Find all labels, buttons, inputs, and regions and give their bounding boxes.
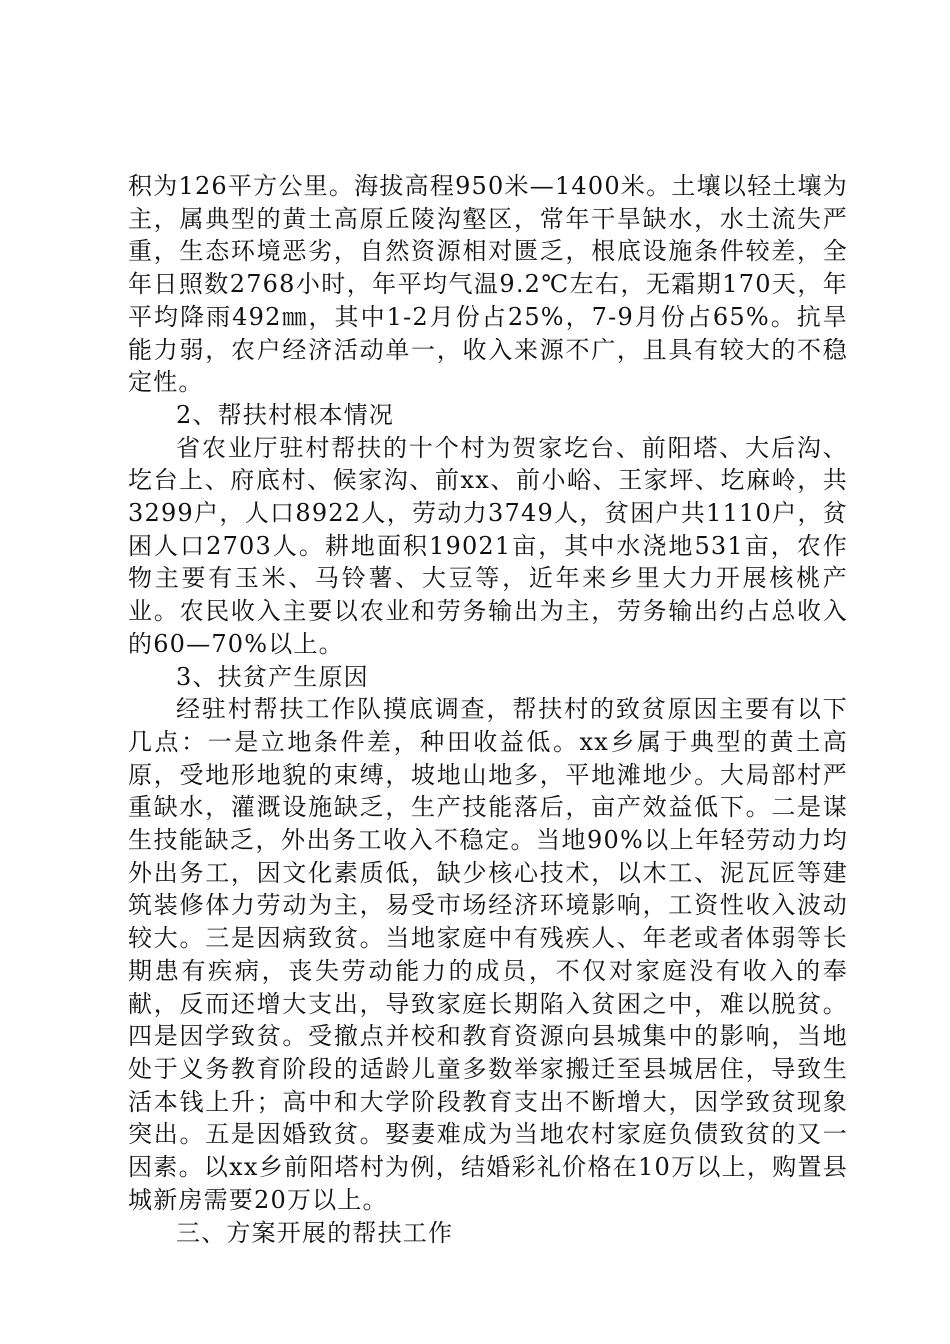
heading-village-basic-info: 2、帮扶村根本情况 [176,400,395,429]
heading-section-three: 三、方案开展的帮扶工作 [176,1218,454,1247]
paragraph-poverty-causes: 经驻村帮扶工作队摸底调查，帮扶村的致贫原因主要有以下几点：一是立地条件差，种田收益低。xx乡属于典型的黄土高原，受地形地貌的束缚，坡地山地多，平地滩地少。大局部村严重缺水，灌溉设施缺乏，生产技能落后，亩产效益低下。二是谋生技能缺乏，外出务工收入不稳定。当地90%以上年轻劳动力均外出务工，因文化素质低，缺少核心技术，以木工、泥瓦匠等建筑装修体力劳动为主，易受市场经济环境影响，工资性收入波动较大。三是因病致贫。当地家庭中有残疾人、年老或者体弱等长期患有疾病，丧失劳动能力的成员，不仅对家庭没有收入的奉献，反而还增大支出，导致家庭长期陷入贫困之中，难以脱贫。四是因学致贫。受撤点并校和教育资源向县城集中的影响，当地处于义务教育阶段的适龄儿童多数举家搬迁至县城居住，导致生活本钱上升；高中和大学阶段教育支出不断增大，因学致贫现象突出。五是因婚致贫。娶妻难成为当地农村家庭负债致贫的又一因素。以xx乡前阳塔村为例，结婚彩礼价格在10万以上，购置县城新房需要20万以上。 [128,695,848,1214]
paragraph-village-basic-info: 省农业厅驻村帮扶的十个村为贺家圪台、前阳塔、大后沟、圪台上、府底村、候家沟、前xx、前小峪、王家坪、圪麻岭，共3299户，人口8922人，劳动力3749人，贫困户共1110户，贫困人口2703人。耕地面积19021亩，其中水浇地531亩，农作物主要有玉米、马铃薯、大豆等，近年来乡里大力开展核桃产业。农民收入主要以农业和劳务输出为主，劳务输出约占总收入的60—70%以上。 [128,433,848,658]
document-body [128,170,848,1249]
heading-poverty-causes: 3、扶贫产生原因 [176,662,369,691]
paragraph-region-overview: 积为126平方公里。海拔高程950米—1400米。土壤以轻土壤为主，属典型的黄土高原丘陵沟壑区，常年干旱缺水，水土流失严重，生态环境恶劣，自然资源相对匮乏，根底设施条件较差，全年日照数2768小时，年平均气温9.2℃左右，无霜期170天，年平均降雨492㎜，其中1-2月份占25%，7-9月份占65%。抗旱能力弱，农户经济活动单一，收入来源不广，且具有较大的不稳定性。 [128,172,848,397]
